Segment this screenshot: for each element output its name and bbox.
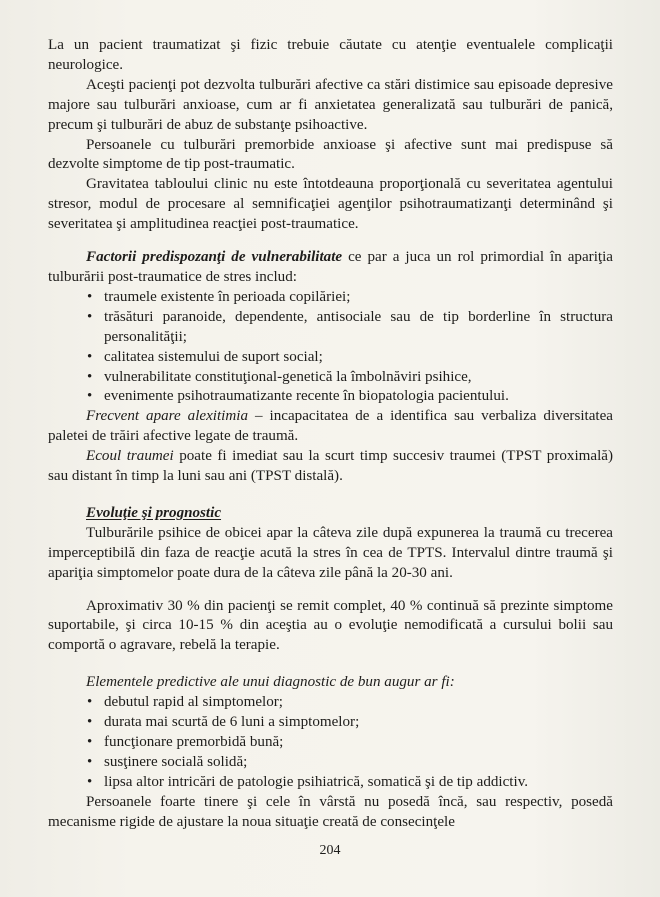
list-item: • funcţionare premorbidă bună; (104, 733, 613, 753)
list-item: • trăsături paranoide, dependente, antisociale sau de tip borderline în structura personalităţii; (104, 308, 613, 348)
echo-term: Ecoul traumei (86, 448, 174, 465)
paragraph-neuro-complications: La un pacient traumatizat şi fizic trebuie căutate cu atenţie eventualele complicaţii neurologice. (48, 37, 613, 73)
echo-text: poate fi imediat sau la scurt timp succesiv traumei (TPST proximală) sau distant în timp la luni sau ani (TPST distală). (48, 448, 613, 485)
section-heading-evolution (48, 504, 613, 524)
predictive-list (48, 693, 613, 793)
list-item: • durata mai scurtă de 6 luni a simptomelor; (104, 713, 613, 733)
paragraph-affective-disorders: Aceşti pacienţi pot dezvolta tulburări afective ca stări distimice sau episoade depresive majore sau tulburări anxioase, cum ar fi anxietatea generalizată sau tulburări de panică, precum şi tulburări de abuz de substanţe psihoactive. (48, 76, 613, 133)
alexithymia-term: Frecvent apare alexitimia (86, 408, 249, 425)
list-item: • evenimente psihotraumatizante recente în biopatologia pacientului. (104, 387, 613, 407)
predictive-heading: Elementele predictive ale unui diagnostic de bun augur ar fi: (86, 674, 455, 691)
factors-list (48, 288, 613, 407)
factors-lead: ce par a juca un rol primordial în apariţia tulburării post-traumatice de stres includ: (48, 249, 613, 285)
paragraph-trauma-echo (48, 447, 613, 487)
list-item: • debutul rapid al simptomelor; (104, 693, 613, 713)
list-item: • lipsa altor intricări de patologie psihiatrică, somatică şi de tip addictiv. (104, 773, 613, 793)
evolution-heading: Evoluţie şi prognostic (86, 504, 222, 521)
alexithymia-text: – incapacitatea de a identifica sau verbaliza diversitatea paletei de trăiri afective legate de traumă. (48, 408, 613, 445)
paragraph-premorbid: Persoanele cu tulburări premorbide anxioase şi afective sunt mai predispuse să dezvolte simptome de tip post-traumatic. (48, 136, 613, 173)
paragraph-remission: Aproximativ 30 % din pacienţi se remit complet, 40 % continuă să prezinte simptome suportabile, şi circa 10-15 % din aceştia au o evoluţie nemodificată a cursului bolii sau comportă o agravare, rebelă la terapie. (48, 597, 613, 654)
factors-heading: Factorii predispozanţi de vulnerabilitate (86, 249, 343, 266)
paragraph-alexithymia (48, 407, 613, 447)
page-number: 204 (319, 843, 341, 858)
list-item: • vulnerabilitate constituţional-genetică la îmbolnăviri psihice, (104, 368, 613, 388)
list-item: • traumele existente în perioada copilăriei; (104, 288, 613, 308)
list-item: • susţinere socială solidă; (104, 753, 613, 773)
paragraph-closing: Persoanele foarte tinere şi cele în vârstă nu posedă încă, sau respectiv, posedă mecanisme rigide de ajustare la noua situaţie creată de consecinţele (48, 793, 613, 830)
paragraph-factors (48, 248, 613, 288)
paragraph-severity: Gravitatea tabloului clinic nu este întotdeauna proporţională cu severitatea agentului stresor, modul de procesare al semnificaţiei agenţilor psihotraumatizanţi determinând şi severitatea şi amplitudinea reacţiei post-traumatice. (48, 176, 613, 233)
list-item: • calitatea sistemului de suport social; (104, 348, 613, 368)
paragraph-onset: Tulburările psihice de obicei apar la câteva zile după expunerea la traumă cu trecerea imperceptibilă din faza de reacţie acută la stres în cea de TPTS. Intervalul dintre traumă şi apariţia simptomelor poate dura de la câteva zile până la 20-30 ani. (48, 524, 613, 581)
